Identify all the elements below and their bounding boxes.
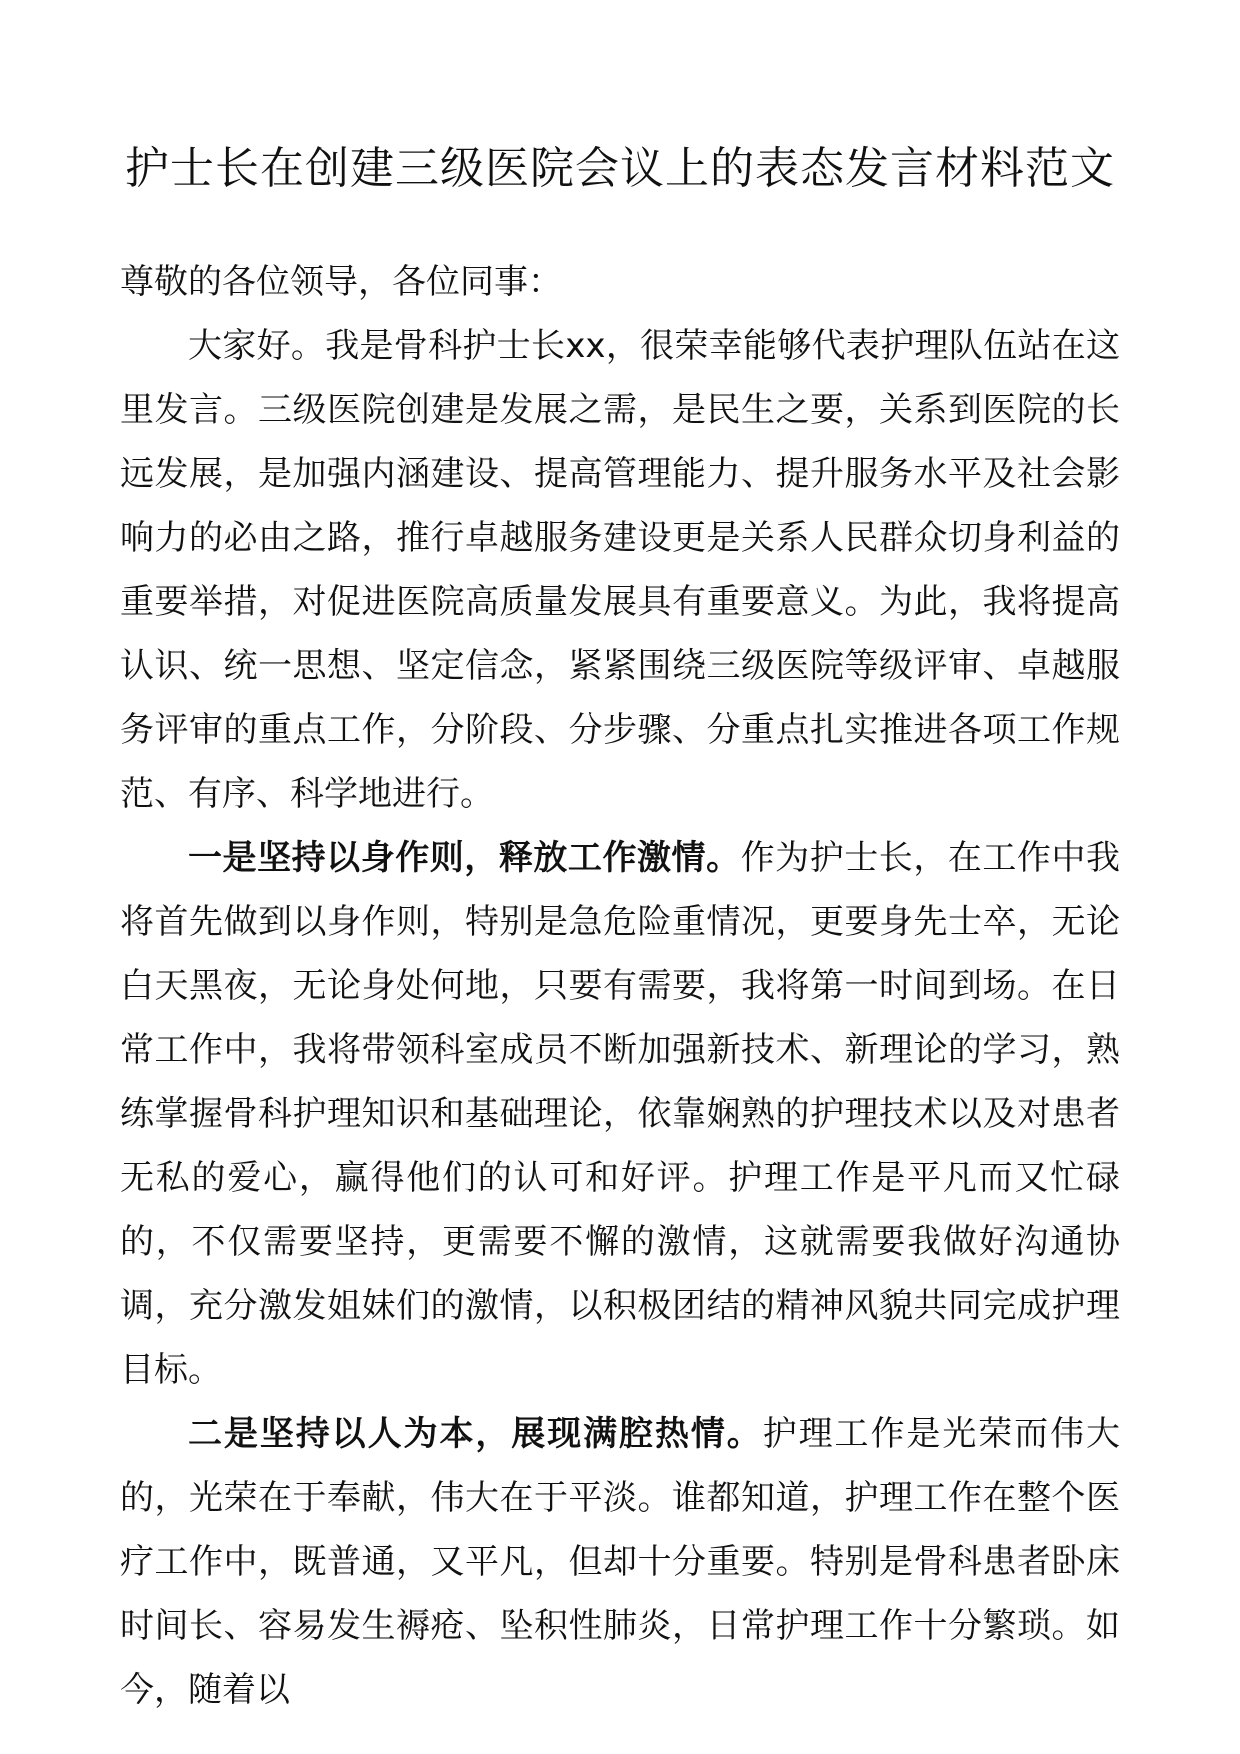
paragraph-text: 作为护士长，在工作中我将首先做到以身作则，特别是急危险重情况，更要身先士卒，无论白天黑夜，无论身处何地，只要有需要，我将第一时间到场。在日常工作中，我将带领科室成员不断加强新技术、新理论的学习，熟练掌握骨科护理知识和基础理论，依靠娴熟的护理技术以及对患者无私的爱心，赢得他们的认可和好评。护理工作是平凡而又忙碌的，不仅需要坚持，更需要不懈的激情，这就需要我做好沟通协调，充分激发姐妹们的激情，以积极团结的精神风貌共同完成护理目标。 xyxy=(120,838,1121,1390)
paragraph-text: 护理工作是光荣而伟大的，光荣在于奉献，伟大在于平淡。谁都知道，护理工作在整个医疗工作中，既普通，又平凡，但却十分重要。特别是骨科患者卧床时间长、容易发生褥疮、坠积性肺炎，日常护理工作十分繁琐。如今，随着以 xyxy=(120,1414,1120,1710)
paragraph-lead: 二是坚持以人为本，展现满腔热情。 xyxy=(188,1414,763,1454)
paragraph-point-one xyxy=(120,826,1120,1402)
paragraph-lead: 一是坚持以身作则，释放工作激情。 xyxy=(188,838,741,878)
paragraph-intro xyxy=(120,314,1120,826)
paragraph-point-two xyxy=(120,1402,1120,1722)
document-title: 护士长在创建三级医院会议上的表态发言材料范文 xyxy=(125,143,1115,194)
document-body xyxy=(120,250,1120,1722)
paragraph-text: 大家好。我是骨科护士长xx，很荣幸能够代表护理队伍站在这里发言。三级医院创建是发展之需，是民生之要，关系到医院的长远发展，是加强内涵建设、提高管理能力、提升服务水平及社会影响力的必由之路，推行卓越服务建设更是关系人民群众切身利益的重要举措，对促进医院高质量发展具有重要意义。为此，我将提高认识、统一思想、坚定信念，紧紧围绕三级医院等级评审、卓越服务评审的重点工作，分阶段、分步骤、分重点扎实推进各项工作规范、有序、科学地进行。 xyxy=(120,326,1120,814)
salutation: 尊敬的各位领导，各位同事： xyxy=(120,262,562,302)
